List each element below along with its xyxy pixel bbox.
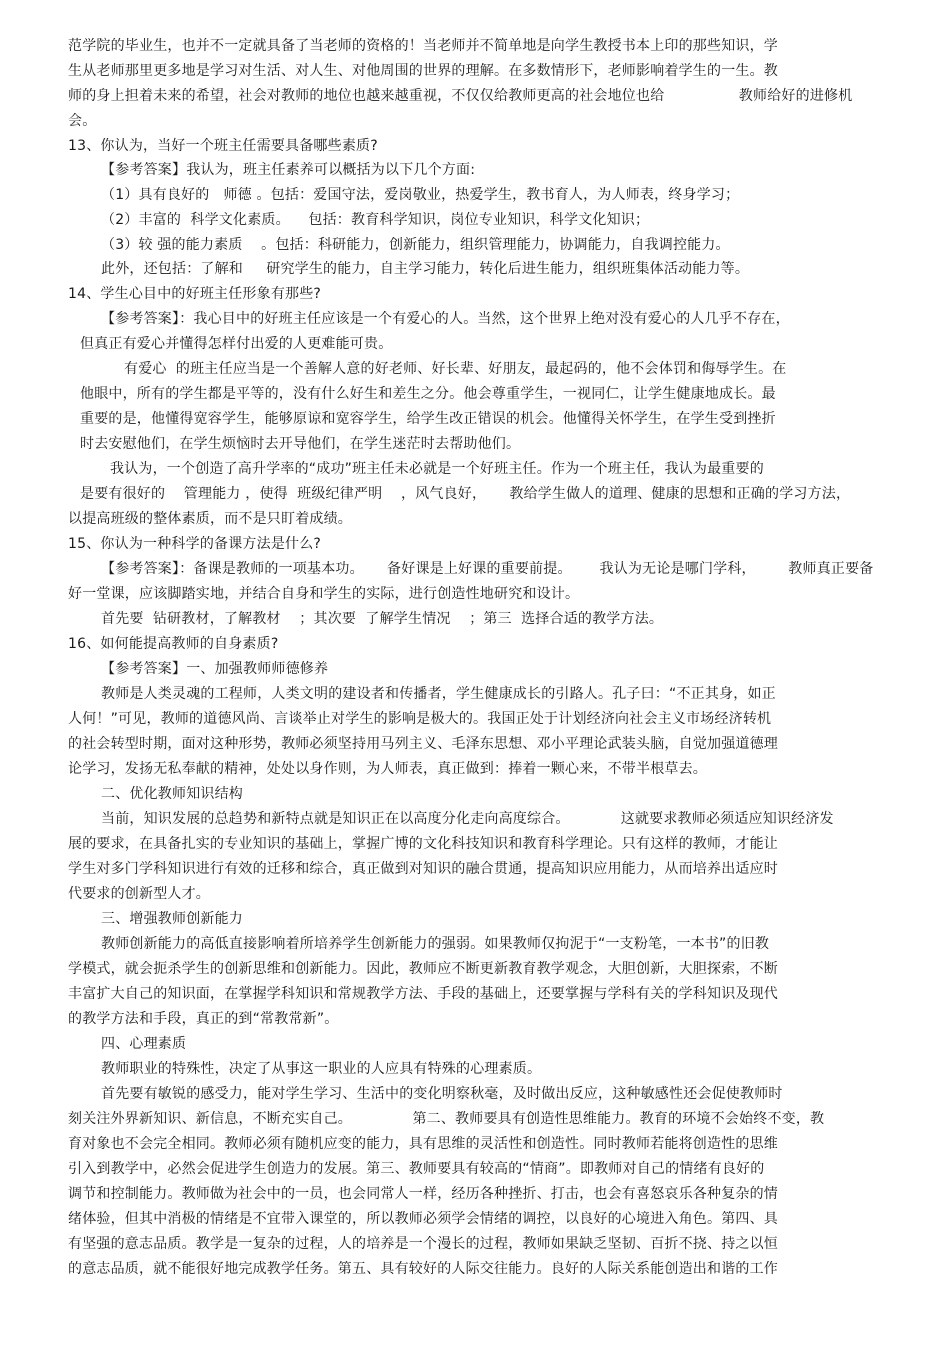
text-line: 育对象也不会完全相同。教师必须有随机应变的能力，具有思维的灵活性和创造性。同时教师若能将创造性的思维 <box>68 1136 778 1152</box>
text-line: 生从老师那里更多地是学习对生活、对人生、对他周围的世界的理解。在多数情形下，老师影响着学生的一生。教 <box>68 63 778 79</box>
text-line: 的意志品质，就不能很好地完成教学任务。第五、具有较好的人际交往能力。良好的人际关系能创造出和谐的工作 <box>68 1261 778 1277</box>
text-line: 首先要 钻研教材，了解教材 ；其次要 了解学生情况 ；第三 选择合适的教学方法。 <box>101 611 664 627</box>
text-line: 展的要求，在具备扎实的专业知识的基础上，掌握广博的文化科技知识和教育科学理论。只有这样的教师，才能让 <box>68 836 778 852</box>
text-line: （1）具有良好的 师德 。包括：爱国守法，爱岗敬业，热爱学生，教书育人，为人师表，终身学习； <box>101 187 740 203</box>
text-line: 是要有很好的 管理能力 ，使得 班级纪律严明 ，风气良好， 教给学生做人的道理、健康的思想和正确的学习方法， <box>80 486 851 502</box>
text-line: （2）丰富的 科学文化素质。 包括：教育科学知识，岗位专业知识，科学文化知识； <box>101 212 650 228</box>
text-line: 教师职业的特殊性，决定了从事这一职业的人应具有特殊的心理素质。 <box>101 1061 542 1077</box>
answer-intro: 【参考答案】一、加强教师师德修养 <box>101 661 329 677</box>
text-line: 他眼中，所有的学生都是平等的，没有什么好生和差生之分。他会尊重学生，一视同仁，让学生健康地成长。最 <box>80 386 776 402</box>
text-line: 有坚强的意志品质。教学是一复杂的过程，人的培养是一个漫长的过程，教师如果缺乏坚韧、百折不挠、持之以恒 <box>68 1236 778 1252</box>
question-heading: 13、你认为，当好一个班主任需要具备哪些素质? <box>68 138 378 154</box>
answer-intro: 【参考答案】：我心目中的好班主任应该是一个有爱心的人。当然，这个世界上绝对没有爱心的人几乎不存在， <box>101 311 790 327</box>
text-line: （3）较 强的能力素质 。包括：科研能力，创新能力，组织管理能力，协调能力，自我调控能力。 <box>101 237 730 253</box>
section-heading: 四、心理素质 <box>101 1036 187 1052</box>
text-line: 的社会转型时期，面对这种形势，教师必须坚持用马列主义、毛泽东思想、邓小平理论武装头脑，自觉加强道德理 <box>68 736 778 752</box>
text-line: 绪体验，但其中消极的情绪是不宜带入课堂的，所以教师必须学会情绪的调控，以良好的心境进入角色。第四、具 <box>68 1211 778 1227</box>
text-line: 引入到教学中，必然会促进学生创造力的发展。第三、教师要具有较高的“情商”。即教师对自己的情绪有良好的 <box>68 1161 765 1177</box>
question-heading: 14、学生心目中的好班主任形象有那些? <box>68 286 322 302</box>
text-line: 的教学方法和手段，真正的到“常教常新”。 <box>68 1011 339 1027</box>
text-line: 人何！”可见，教师的道德风尚、言谈举止对学生的影响是极大的。我国正处于计划经济向社会主义市场经济转机 <box>68 711 772 727</box>
text-line: 教师是人类灵魂的工程师，人类文明的建设者和传播者，学生健康成长的引路人。孔子曰：“不正其身，如正 <box>101 686 776 702</box>
text-line: 范学院的毕业生，也并不一定就具备了当老师的资格的！当老师并不简单地是向学生教授书本上印的那些知识，学 <box>68 38 778 54</box>
text-line: 调节和控制能力。教师做为社会中的一员，也会同常人一样，经历各种挫折、打击，也会有喜怒哀乐各种复杂的情 <box>68 1186 778 1202</box>
text-line: 但真正有爱心并懂得怎样付出爱的人更难能可贵。 <box>80 336 393 352</box>
text-line: 学生对多门学科知识进行有效的迁移和综合，真正做到对知识的融合贯通，提高知识应用能力，从而培养出适应时 <box>68 861 778 877</box>
text-line: 刻关注外界新知识、新信息，不断充实自己。 第二、教师要具有创造性思维能力。教育的环境不会始终不变，教 <box>68 1111 825 1127</box>
text-line: 重要的是，他懂得宽容学生，能够原谅和宽容学生，给学生改正错误的机会。他懂得关怀学生，在学生受到挫折 <box>80 411 776 427</box>
text-line: 好一堂课，应该脚踏实地，并结合自身和学生的实际，进行创造性地研究和设计。 <box>68 586 580 602</box>
text-line: 会。 <box>68 113 97 129</box>
text-line: 此外，还包括：了解和 研究学生的能力，自主学习能力，转化后进生能力，组织班集体活动能力等。 <box>101 261 750 277</box>
text-line: 时去安慰他们，在学生烦恼时去开导他们，在学生迷茫时去帮助他们。 <box>80 436 521 452</box>
answer-intro: 【参考答案】我认为，班主任素养可以概括为以下几个方面: <box>101 162 476 178</box>
text-line: 教师创新能力的高低直接影响着所培养学生创新能力的强弱。如果教师仅拘泥于“一支粉笔，一本书”的旧教 <box>101 936 770 952</box>
section-heading: 三、增强教师创新能力 <box>101 911 243 927</box>
text-line: 有爱心 的班主任应当是一个善解人意的好老师、好长辈、好朋友，最起码的，他不会体罚和侮辱学生。在 <box>124 361 787 377</box>
text-line: 学模式，就会扼杀学生的创新思维和创新能力。因此，教师应不断更新教育教学观念，大胆创新，大胆探索，不断 <box>68 961 778 977</box>
section-heading: 二、优化教师知识结构 <box>101 786 243 802</box>
text-line: 我认为，一个创造了高升学率的“成功”班主任未必就是一个好班主任。作为一个班主任，我认为最重要的 <box>110 461 764 477</box>
text-line: 丰富扩大自己的知识面，在掌握学科知识和常规教学方法、手段的基础上，还要掌握与学科有关的学科知识及现代 <box>68 986 778 1002</box>
text-line: 师的身上担着未来的希望，社会对教师的地位也越来越重视，不仅仅给教师更高的社会地位也给 教师给好的进修机 <box>68 88 853 104</box>
answer-intro: 【参考答案】：备课是教师的一项基本功。 备好课是上好课的重要前提。 我认为无论是哪门学科， 教师真正要备 <box>101 561 874 577</box>
text-line: 代要求的创新型人才。 <box>68 886 210 902</box>
text-line: 当前，知识发展的总趋势和新特点就是知识正在以高度分化走向高度综合。 这就要求教师必须适应知识经济发 <box>101 811 834 827</box>
text-line: 论学习，发扬无私奉献的精神，处处以身作则，为人师表，真正做到：捧着一颗心来，不带半根草去。 <box>68 761 707 777</box>
question-heading: 15、你认为一种科学的备课方法是什么? <box>68 536 322 552</box>
text-line: 以提高班级的整体素质，而不是只盯着成绩。 <box>68 511 352 527</box>
question-heading: 16、如何能提高教师的自身素质? <box>68 636 279 652</box>
text-line: 首先要有敏锐的感受力，能对学生学习、生活中的变化明察秋毫，及时做出反应，这种敏感性还会促使教师时 <box>101 1086 783 1102</box>
